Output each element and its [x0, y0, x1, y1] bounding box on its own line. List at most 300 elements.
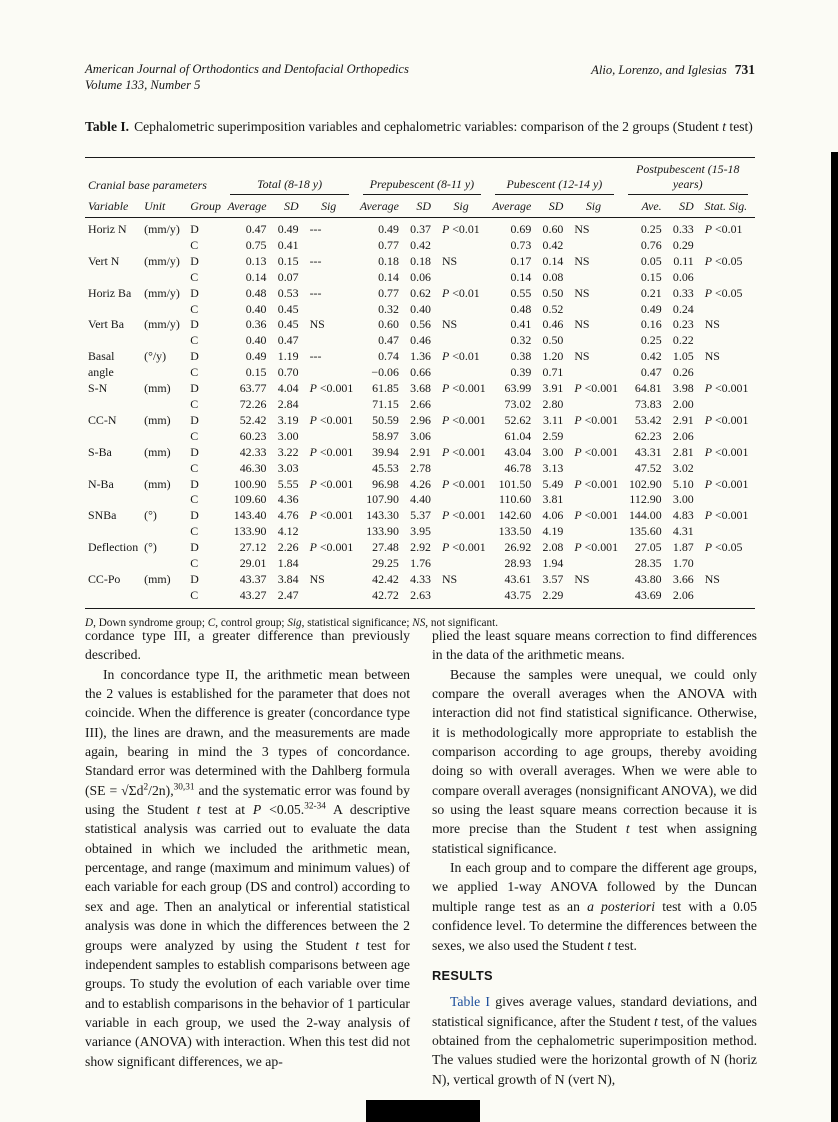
- cell-value: 0.52: [542, 301, 564, 316]
- cell-unit: [141, 333, 187, 349]
- cell-value: 0.32: [378, 301, 399, 316]
- cell-value: 4.36: [277, 492, 299, 507]
- cell-value: 107.90: [366, 492, 399, 507]
- p-value-symbol: P: [574, 540, 582, 555]
- cell-value: 0.49: [277, 222, 299, 236]
- table-row-d: [85, 508, 755, 524]
- cell-value: [302, 461, 356, 477]
- text-run: plied the least square means correction to find differences in the data of the arithmetic means.: [432, 628, 757, 663]
- cell-value: [302, 397, 356, 413]
- cell-value: 0.40: [245, 333, 267, 348]
- p-value-symbol: P: [309, 476, 317, 491]
- cell-unit: (mm/y): [144, 285, 180, 300]
- cell-value: 27.12: [239, 540, 267, 555]
- cell-group: C: [190, 237, 199, 252]
- cell-value: 61.04: [504, 428, 532, 443]
- table-row-c: [85, 397, 755, 413]
- cell-value: [697, 429, 755, 445]
- cell-value: 1.76: [410, 556, 431, 571]
- table-header-row: [85, 197, 755, 218]
- cell-value: 43.75: [504, 587, 532, 602]
- cell-value: 0.47: [277, 333, 299, 348]
- text-run: P: [252, 802, 262, 818]
- cell-value: 2.96: [410, 412, 431, 427]
- cell-group: C: [190, 333, 199, 348]
- cell-unit: [141, 461, 187, 477]
- cell-value: P <0.001: [574, 508, 619, 523]
- cell-value: 1.94: [542, 556, 564, 571]
- cell-value: P <0.001: [309, 412, 354, 427]
- cell-group: C: [190, 269, 199, 284]
- cell-value: 0.40: [410, 301, 431, 316]
- text-run: test for independent samples to establish comparisons between age groups. To study the evolution of each variable over time and to establish comparisons in the behavior of 1 particular variable in each group, we used the 2-way analysis of variance (ANOVA) with interaction. When this test did not show significant differences, we ap-: [85, 937, 410, 1069]
- cell-group: C: [190, 460, 199, 475]
- cell-value: NS: [441, 317, 458, 332]
- cell-value: 101.50: [498, 476, 532, 491]
- cell-value: [302, 524, 356, 540]
- cell-value: 0.15: [277, 253, 299, 268]
- cell-group: D: [190, 349, 199, 364]
- table-row-d: [85, 413, 755, 429]
- cell-value: 2.08: [542, 540, 564, 555]
- cell-value: 133.50: [498, 524, 532, 539]
- cell-value: 112.90: [629, 492, 662, 507]
- cell-value: P <0.001: [309, 540, 354, 555]
- cell-value: 0.25: [640, 333, 662, 348]
- cell-value: [697, 524, 755, 540]
- cell-value: P <0.001: [441, 476, 486, 491]
- table-row-c: [85, 461, 755, 477]
- cell-unit: [141, 588, 187, 608]
- p-value-symbol: P: [309, 412, 317, 427]
- cell-value: P <0.001: [704, 412, 749, 427]
- cell-value: 3.22: [277, 444, 299, 459]
- text-run: t: [607, 937, 612, 953]
- cell-value: 3.06: [410, 428, 431, 443]
- cell-group: D: [190, 285, 199, 300]
- column-header: SD: [270, 197, 302, 218]
- table-row-d: [85, 286, 755, 302]
- superscript-citation: 2: [143, 782, 149, 793]
- text-run: t: [625, 821, 630, 837]
- cell-value: 0.73: [510, 237, 532, 252]
- cell-value: 0.23: [672, 317, 694, 332]
- cell-value: [697, 397, 755, 413]
- table-row-c: [85, 302, 755, 318]
- cell-value: 3.00: [542, 444, 564, 459]
- cell-variable: Deflection: [88, 540, 139, 555]
- cell-value: 43.80: [634, 571, 662, 586]
- cell-value: [302, 492, 356, 508]
- cell-unit: [141, 238, 187, 254]
- cell-value: 2.29: [542, 587, 564, 602]
- cell-value: 2.84: [277, 396, 299, 411]
- cell-value: [302, 333, 356, 349]
- cell-value: 4.31: [672, 524, 694, 539]
- cell-value: 144.00: [628, 508, 662, 523]
- cell-value: P <0.001: [574, 540, 619, 555]
- column-group-label: Pubescent (12-14 y): [495, 177, 613, 195]
- cell-value: 4.83: [672, 508, 694, 523]
- p-value-symbol: P: [704, 412, 712, 427]
- cell-value: [566, 333, 620, 349]
- table-row-c: [85, 238, 755, 254]
- paragraph: [432, 665, 757, 858]
- cell-value: 0.47: [378, 333, 399, 348]
- p-value-symbol: P: [441, 285, 450, 300]
- cell-value: 46.78: [504, 460, 532, 475]
- text-run: /2n),: [148, 782, 174, 798]
- table-head: [85, 158, 755, 218]
- cell-value: 1.19: [277, 349, 299, 364]
- table-row-d: [85, 218, 755, 238]
- cell-value: NS: [574, 285, 590, 300]
- cell-value: [434, 270, 488, 286]
- cell-value: [697, 492, 755, 508]
- cell-value: 100.90: [233, 476, 267, 491]
- p-value-symbol: P: [574, 444, 582, 459]
- cell-value: 0.69: [510, 222, 532, 236]
- cell-value: 0.45: [277, 317, 299, 332]
- cell-value: ---: [309, 349, 322, 364]
- text-run: Because the samples were unequal, we could only compare the overall averages when the ANOVA with interaction did not find statistical significance. Otherwise, it is methodologically more appropriate to establish the comparison according to age groups, thereby avoiding doing so with overall averages. When we were able to compare overall averages (nonsignificant ANOVA), we did so using the least square means correction because it is more precise than the Student: [432, 666, 757, 837]
- cell-value: 4.40: [410, 492, 431, 507]
- paragraph: [85, 665, 410, 1071]
- paragraph: [85, 626, 410, 665]
- cell-value: 1.87: [672, 540, 694, 555]
- cell-value: [697, 588, 755, 608]
- column-header: Variable: [85, 197, 141, 218]
- column-group-label: Postpubescent (15-18 years): [628, 162, 748, 195]
- text-run: NS: [412, 616, 426, 629]
- cell-value: 71.15: [372, 396, 399, 411]
- cell-value: 3.68: [410, 381, 431, 396]
- table-row-d: [85, 572, 755, 588]
- cell-group: D: [190, 412, 199, 427]
- cell-value: 29.25: [372, 556, 399, 571]
- cell-value: 43.61: [504, 571, 532, 586]
- cell-value: 0.60: [378, 317, 399, 332]
- cell-value: 29.01: [239, 556, 267, 571]
- cell-value: 0.11: [673, 253, 694, 268]
- text-run: Cephalometric superimposition variables and cephalometric variables: comparison of the 2 groups (Student: [134, 119, 723, 134]
- cell-value: P <0.001: [441, 412, 486, 427]
- cell-value: 0.33: [672, 222, 694, 236]
- text-run: t: [653, 1013, 658, 1029]
- cell-value: 0.24: [672, 301, 694, 316]
- column-group-header: [223, 158, 355, 198]
- cell-value: 63.77: [239, 381, 267, 396]
- scan-artifact-right-bar: [831, 152, 838, 1122]
- cell-value: 0.42: [410, 237, 431, 252]
- cell-value: [302, 365, 356, 381]
- table-row-d: [85, 477, 755, 493]
- cell-value: 0.77: [378, 237, 399, 252]
- cell-value: [434, 302, 488, 318]
- cell-variable: [85, 524, 141, 540]
- cell-value: 3.57: [542, 571, 564, 586]
- cell-value: 2.81: [672, 444, 694, 459]
- table-row-d: [85, 254, 755, 270]
- cell-value: 0.53: [277, 285, 299, 300]
- cell-value: NS: [309, 317, 325, 332]
- cell-value: 2.78: [410, 460, 431, 475]
- cell-value: P <0.001: [309, 508, 354, 523]
- cell-value: 3.11: [542, 412, 564, 427]
- cell-value: 0.45: [277, 301, 299, 316]
- cell-value: P <0.05: [704, 285, 743, 300]
- cell-value: 0.48: [245, 285, 267, 300]
- cell-value: 1.84: [277, 556, 299, 571]
- p-value-symbol: P: [309, 508, 317, 523]
- cell-value: P <0.001: [704, 444, 749, 459]
- cell-value: 0.41: [510, 317, 532, 332]
- cell-value: 0.39: [510, 365, 532, 380]
- cell-value: 0.42: [640, 349, 662, 364]
- cell-value: 52.42: [239, 412, 267, 427]
- cell-value: 0.26: [672, 365, 694, 380]
- journal-info: [85, 62, 409, 93]
- cell-value: 73.83: [634, 396, 662, 411]
- cell-value: 1.20: [542, 349, 564, 364]
- cell-value: 0.37: [410, 222, 431, 236]
- cell-value: 4.26: [410, 476, 431, 491]
- cell-value: NS: [441, 571, 458, 586]
- p-value-symbol: P: [704, 444, 712, 459]
- cell-value: 0.56: [410, 317, 431, 332]
- p-value-symbol: P: [704, 508, 712, 523]
- text-run: In concordance type II, the arithmetic mean between the 2 values is established for the parameter that does not coincide. When the difference is greater (concordance type III), the lines are drawn, and the measurements are made again, bearing in mind the 3 types of concordance. Standard error was determined with the Dahlberg formula (SE = √Σd: [85, 666, 410, 798]
- p-value-symbol: P: [441, 222, 450, 236]
- text-run: , control group;: [215, 616, 288, 629]
- cell-value: NS: [309, 571, 325, 586]
- table-spanner-row: [85, 158, 755, 198]
- cell-value: 3.66: [672, 571, 694, 586]
- cell-value: 0.06: [672, 269, 694, 284]
- cell-value: 4.19: [542, 524, 564, 539]
- p-value-symbol: P: [309, 381, 317, 396]
- column-header: SD: [534, 197, 566, 218]
- cell-group: D: [190, 508, 199, 523]
- p-value-symbol: P: [441, 349, 450, 364]
- column-header: SD: [665, 197, 697, 218]
- cell-value: [697, 238, 755, 254]
- table-caption: [85, 118, 757, 137]
- p-value-symbol: P: [441, 476, 450, 491]
- cell-value: 3.95: [410, 524, 431, 539]
- cell-value: 0.49: [378, 222, 399, 236]
- column-header: Stat. Sig.: [697, 197, 755, 218]
- cell-value: 2.92: [410, 540, 431, 555]
- cell-value: 142.60: [498, 508, 532, 523]
- cell-value: [302, 302, 356, 318]
- cell-value: 0.62: [410, 285, 431, 300]
- cell-value: [566, 588, 620, 608]
- table-row-c: [85, 556, 755, 572]
- cell-value: NS: [574, 222, 590, 236]
- cell-value: 60.23: [239, 428, 267, 443]
- column-header: Average: [223, 197, 269, 218]
- cell-value: P <0.001: [441, 381, 486, 396]
- text-run: gives average values, standard deviations, and statistical significance, after the Student: [432, 994, 757, 1029]
- cell-variable: [85, 429, 141, 445]
- column-group-label: Prepubescent (8-11 y): [363, 177, 481, 195]
- paragraph: [432, 626, 757, 665]
- cell-group: D: [190, 317, 199, 332]
- cell-value: 0.08: [542, 269, 564, 284]
- superscript-citation: 32-34: [304, 801, 326, 812]
- cell-value: P <0.001: [441, 540, 486, 555]
- cell-value: [566, 270, 620, 286]
- cell-value: [697, 365, 755, 381]
- cell-value: 0.76: [640, 237, 662, 252]
- cell-variable: [85, 492, 141, 508]
- cell-value: 0.18: [410, 253, 431, 268]
- cell-unit: [141, 302, 187, 318]
- text-run: t: [196, 802, 201, 818]
- cell-value: 0.50: [542, 333, 564, 348]
- cell-value: 0.50: [542, 285, 564, 300]
- cell-value: 28.35: [634, 556, 662, 571]
- p-value-symbol: P: [441, 412, 450, 427]
- cell-value: 43.31: [634, 444, 662, 459]
- cell-value: [302, 588, 356, 608]
- cell-value: 0.14: [378, 269, 399, 284]
- cell-variable: S-Ba: [88, 444, 112, 459]
- cell-value: [566, 524, 620, 540]
- text-run: t: [722, 119, 727, 134]
- text-run: test with a 0.05 confidence level. To determine the differences between the sexes, we also used the Student: [432, 898, 757, 953]
- cell-value: 0.66: [410, 365, 431, 380]
- table-row-d: [85, 381, 755, 397]
- cell-value: P <0.001: [574, 412, 619, 427]
- cell-variable: CC-N: [88, 412, 117, 427]
- cell-value: 0.55: [510, 285, 532, 300]
- cell-unit: (°/y): [144, 349, 167, 364]
- cell-unit: (°): [144, 508, 157, 523]
- cell-value: 0.18: [378, 253, 399, 268]
- cell-value: [434, 397, 488, 413]
- column-group-header: [621, 158, 755, 198]
- p-value-symbol: P: [704, 476, 712, 491]
- cell-value: [697, 556, 755, 572]
- cell-value: P <0.01: [441, 349, 480, 364]
- cell-value: 1.05: [672, 349, 694, 364]
- cell-group: C: [190, 587, 199, 602]
- cell-value: P <0.001: [704, 508, 749, 523]
- cell-variable: [85, 397, 141, 413]
- text-run: In each group and to compare the different age groups, we applied 1-way ANOVA followed by the Duncan multiple range test as an: [432, 860, 757, 914]
- cell-value: 0.60: [542, 222, 564, 236]
- cell-value: 0.29: [672, 237, 694, 252]
- cell-value: [566, 429, 620, 445]
- table-row-d: [85, 349, 755, 365]
- cell-value: ---: [309, 285, 322, 300]
- cell-value: 39.94: [372, 444, 399, 459]
- cell-value: 0.46: [410, 333, 431, 348]
- superscript-citation: 30,31: [173, 782, 195, 793]
- cell-value: NS: [574, 571, 590, 586]
- cell-group: D: [190, 253, 199, 268]
- cell-value: 0.74: [378, 349, 399, 364]
- text-run: <0.05.: [261, 802, 305, 818]
- cell-value: [566, 365, 620, 381]
- column-header: Sig: [434, 197, 488, 218]
- cell-value: [434, 238, 488, 254]
- cell-value: 42.72: [372, 587, 399, 602]
- column-header: Group: [187, 197, 223, 218]
- journal-title: American Journal of Orthodontics and Dentofacial Orthopedics: [85, 62, 409, 76]
- scan-artifact-bottom-mark: [366, 1100, 480, 1122]
- cell-value: [697, 302, 755, 318]
- cell-value: ---: [309, 222, 322, 236]
- cell-value: 102.90: [628, 476, 662, 491]
- cell-unit: [141, 270, 187, 286]
- p-value-symbol: P: [574, 381, 582, 396]
- cell-unit: (mm/y): [144, 222, 180, 236]
- cell-value: 27.05: [634, 540, 662, 555]
- cell-value: [434, 588, 488, 608]
- table-row-c: [85, 270, 755, 286]
- table-row-c: [85, 588, 755, 608]
- p-value-symbol: P: [704, 222, 712, 236]
- cell-value: 3.84: [277, 571, 299, 586]
- cell-value: 4.33: [410, 571, 431, 586]
- table-body: [85, 218, 755, 609]
- cell-value: 62.23: [634, 428, 662, 443]
- cell-group: C: [190, 492, 199, 507]
- table-section: [85, 157, 757, 630]
- cell-value: ---: [309, 253, 322, 268]
- cell-value: 3.02: [672, 460, 694, 475]
- column-group-label: Cranial base parameters: [88, 178, 207, 192]
- cell-value: P <0.05: [704, 253, 743, 268]
- cell-value: 64.81: [634, 381, 662, 396]
- cell-variable: [85, 302, 141, 318]
- text-run: cordance type III, a greater difference than previously described.: [85, 628, 410, 663]
- cell-value: 0.15: [640, 269, 662, 284]
- cell-value: 3.03: [277, 460, 299, 475]
- cell-variable: SNBa: [88, 508, 117, 523]
- cell-value: [434, 333, 488, 349]
- cell-value: 0.25: [640, 222, 662, 236]
- cell-value: 0.46: [542, 317, 564, 332]
- cell-value: 0.70: [277, 365, 299, 380]
- cell-value: P <0.05: [704, 540, 743, 555]
- cell-value: 110.60: [499, 492, 532, 507]
- cell-group: C: [190, 396, 199, 411]
- cell-value: 0.14: [510, 269, 532, 284]
- cell-value: [302, 270, 356, 286]
- table-ref-link[interactable]: Table I: [450, 994, 490, 1010]
- cell-variable: Basal: [88, 349, 115, 364]
- cell-value: [434, 492, 488, 508]
- p-value-symbol: P: [309, 444, 317, 459]
- cell-value: 50.59: [372, 412, 399, 427]
- cell-value: 3.00: [672, 492, 694, 507]
- text-run: test): [726, 119, 753, 134]
- left-column: [85, 626, 410, 1089]
- cell-value: 5.55: [277, 476, 299, 491]
- authors: Alio, Lorenzo, and Iglesias: [591, 63, 727, 77]
- cell-unit: (mm/y): [144, 317, 180, 332]
- cell-value: [566, 302, 620, 318]
- table-row-c: [85, 333, 755, 349]
- cell-value: 0.07: [277, 269, 299, 284]
- cell-value: 143.30: [366, 508, 399, 523]
- cell-value: 0.40: [245, 301, 267, 316]
- table-row-c: [85, 524, 755, 540]
